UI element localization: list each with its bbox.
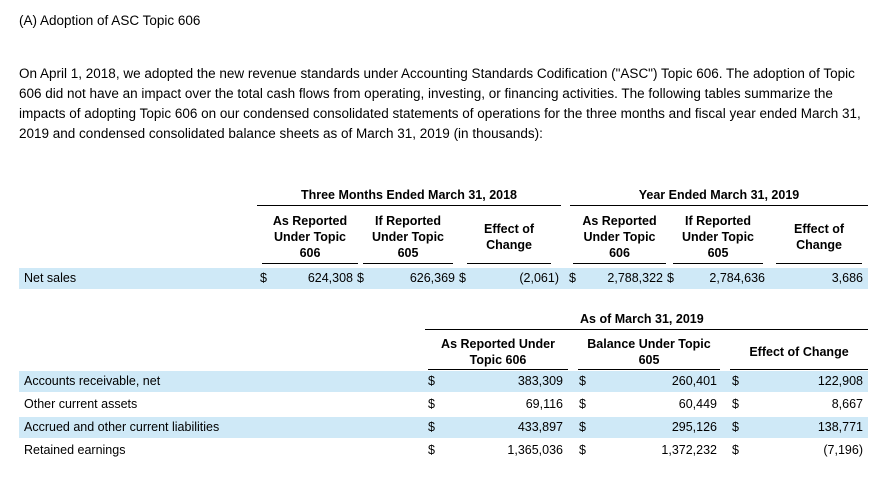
- value-cell: 69,116: [525, 397, 563, 411]
- currency-symbol: $: [579, 374, 586, 388]
- row-label: Accrued and other current liabilities: [24, 420, 220, 434]
- currency-symbol: $: [428, 374, 435, 388]
- table2-balance-header: Balance Under Topic 605: [578, 334, 720, 370]
- currency-symbol: $: [569, 271, 576, 285]
- section-heading: (A) Adoption of ASC Topic 606: [19, 13, 201, 28]
- table-row: [19, 417, 868, 438]
- value-cell: 60,449: [678, 397, 717, 411]
- table1-y-effect-header: Effect of Change: [776, 211, 862, 264]
- value-cell: 626,369: [409, 271, 455, 285]
- currency-symbol: $: [579, 443, 586, 457]
- currency-symbol: $: [428, 443, 435, 457]
- value-cell: 138,771: [817, 420, 863, 434]
- currency-symbol: $: [357, 271, 364, 285]
- currency-symbol: $: [579, 397, 586, 411]
- intro-paragraph: On April 1, 2018, we adopted the new revenue standards under Accounting Standards Codification ("ASC") Topic 606. The adoption of Topic 606 did not have an impact over the total cash flows from operating, investing, or financing activities. The following tables summarize the impacts of adopting Topic 606 on our condensed consolidated statements of operations for the three months and fiscal year ended March 31, 2019 and condensed consolidated balance sheets as of March 31, 2019 (in thousands):: [19, 66, 861, 141]
- table1-group-three-months: Three Months Ended March 31, 2018: [257, 187, 561, 206]
- row-label: Retained earnings: [24, 443, 126, 457]
- table-row: [19, 268, 868, 289]
- table-row: [19, 371, 868, 392]
- table-row: [19, 440, 868, 461]
- table2-effect-header: Effect of Change: [730, 334, 868, 370]
- table1-q-if-reported-header: If Reported Under Topic 605: [363, 211, 453, 264]
- value-cell: 1,372,232: [661, 443, 717, 457]
- table1-q-as-reported-header: As Reported Under Topic 606: [262, 211, 358, 264]
- row-label: Accounts receivable, net: [24, 374, 161, 388]
- table1-group-year: Year Ended March 31, 2019: [570, 187, 868, 206]
- value-cell: 1,365,036: [507, 443, 563, 457]
- currency-symbol: $: [732, 397, 739, 411]
- currency-symbol: $: [732, 420, 739, 434]
- table1-q-effect-header: Effect of Change: [467, 211, 551, 264]
- row-label: Net sales: [24, 271, 77, 285]
- currency-symbol: $: [260, 271, 267, 285]
- value-cell: 2,788,322: [607, 271, 663, 285]
- currency-symbol: $: [579, 420, 586, 434]
- table1-y-if-reported-header: If Reported Under Topic 605: [673, 211, 763, 264]
- table2-as-reported-header: As Reported Under Topic 606: [428, 334, 568, 370]
- value-cell: 2,784,636: [709, 271, 765, 285]
- value-cell: 260,401: [671, 374, 717, 388]
- table1-y-as-reported-header: As Reported Under Topic 606: [573, 211, 666, 264]
- table2-group-header: As of March 31, 2019: [425, 311, 868, 330]
- value-cell: 8,667: [831, 397, 863, 411]
- value-cell: 122,908: [817, 374, 863, 388]
- currency-symbol: $: [732, 374, 739, 388]
- value-cell: 383,309: [517, 374, 563, 388]
- currency-symbol: $: [459, 271, 466, 285]
- currency-symbol: $: [667, 271, 674, 285]
- value-cell: 3,686: [831, 271, 863, 285]
- value-cell: 624,308: [307, 271, 353, 285]
- currency-symbol: $: [428, 420, 435, 434]
- currency-symbol: $: [428, 397, 435, 411]
- value-cell: (2,061): [519, 271, 559, 285]
- row-label: Other current assets: [24, 397, 138, 411]
- value-cell: (7,196): [823, 443, 863, 457]
- table-row: [19, 394, 868, 415]
- value-cell: 295,126: [671, 420, 717, 434]
- currency-symbol: $: [732, 443, 739, 457]
- value-cell: 433,897: [517, 420, 563, 434]
